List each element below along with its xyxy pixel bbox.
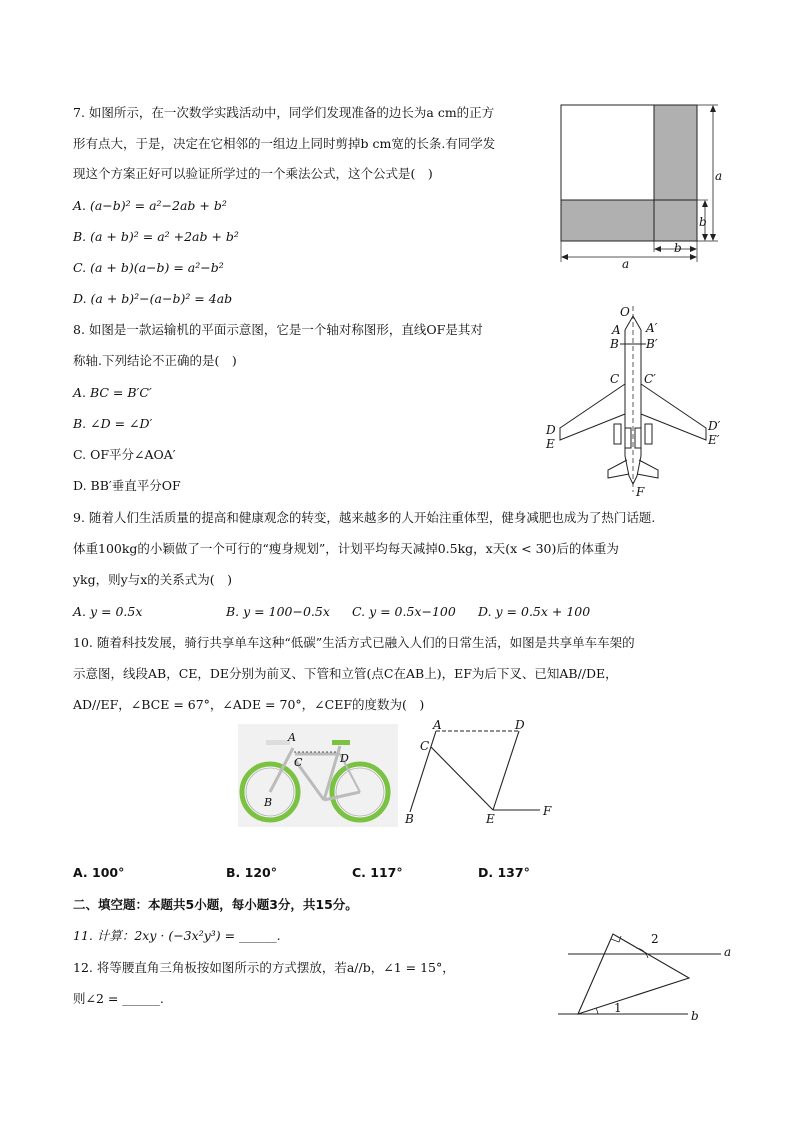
q10-option-c: C. 117° [352,865,403,880]
q8-label-D: D [546,423,556,437]
photo-label-A: A [288,731,296,744]
q9-line-1: 9. 随着人们生活质量的提高和健康观念的转变，越来越多的人开始注重体型，健身减肥也成为了热门话题. [73,510,656,525]
q10-line-2: 示意图，线段AB，CE，DE分别为前叉、下管和立管(点C在AB上)，EF为后下叉、已知AB//DE， [73,666,618,681]
q8-label-D-prime: D′ [708,419,721,433]
q10-option-a: A. 100° [73,865,125,880]
q7-option-a: A. (a−b)² = a²−2ab + b² [73,198,227,213]
q10-line-1: 10. 随着科技发展，骑行共享单车这种“低碳”生活方式已融入人们的日常生活，如图是共享单车车架的 [73,635,635,650]
q9-option-c: C. y = 0.5x−100 [352,604,456,619]
q8-option-a: A. BC = B′C′ [73,385,152,400]
q8-label-A-prime: A′ [646,321,658,335]
q10-label-D: D [515,718,525,732]
photo-label-B: B [264,796,273,809]
bicycle-drawing [238,724,398,827]
q9-option-a: A. y = 0.5x [73,604,143,619]
q10-label-C: C [420,739,430,753]
bicycle-photo [238,724,398,827]
q9-line-3: ykg，则y与x的关系式为( ) [73,572,233,587]
q12-label-angle-2: 2 [651,932,659,946]
q12-line-2: 则∠2 = ______. [73,991,164,1006]
section-2-title: 二、填空题：本题共5小题，每小题3分，共15分。 [73,897,358,912]
q10-line-3: AD//EF，∠BCE = 67°，∠ADE = 70°，∠CEF的度数为( ) [73,697,425,712]
q7-label-a-right: a [715,169,723,183]
q12-label-line-b: b [691,1009,699,1023]
q8-label-C-prime: C′ [644,372,656,386]
q8-line-2: 称轴.下列结论不正确的是( ) [73,353,237,368]
q12-triangle-figure [556,926,736,1026]
q10-label-F: F [543,804,552,818]
q8-label-E: E [546,437,555,451]
q7-option-d: D. (a + b)²−(a−b)² = 4ab [73,291,233,306]
q8-option-c: C. OF平分∠AOA′ [73,447,176,462]
q8-label-A: A [612,323,621,337]
q10-label-E: E [486,812,495,826]
q8-label-E-prime: E′ [708,433,720,447]
q8-line-1: 8. 如图是一款运输机的平面示意图，它是一个轴对称图形，直线OF是其对 [73,322,483,337]
q12-line-1: 12. 将等腰直角三角板按如图所示的方式摆放，若a//b，∠1 = 15°， [73,960,455,975]
q9-line-2: 体重100kg的小颖做了一个可行的“瘦身规划”，计划平均每天减掉0.5kg，x天(x < 30)后的体重为 [73,541,619,556]
q9-option-d: D. y = 0.5x + 100 [478,604,591,619]
q7-label-b-right: b [699,215,707,229]
q7-label-b-bottom: b [674,241,682,255]
q8-label-O: O [620,305,630,319]
q8-label-F: F [636,485,645,499]
q8-label-B-prime: B′ [646,337,658,351]
q12-label-angle-1: 1 [614,1001,622,1015]
q8-option-d: D. BB′垂直平分OF [73,478,181,493]
q7-label-a-bottom: a [622,257,630,271]
q9-option-b: B. y = 100−0.5x [226,604,330,619]
q7-line-1: 7. 如图所示，在一次数学实践活动中，同学们发现准备的边长为a cm的正方 [73,105,495,120]
q10-label-B: B [405,812,414,826]
q8-label-B: B [610,337,619,351]
q8-label-C: C [610,372,620,386]
photo-label-C: C [294,756,303,769]
q7-option-b: B. (a + b)² = a² +2ab + b² [73,229,239,244]
q10-frame-diagram [400,715,560,830]
q8-airplane-figure [540,300,740,500]
q12-label-line-a: a [724,945,732,959]
q10-option-d: D. 137° [478,865,530,880]
q10-option-b: B. 120° [226,865,277,880]
q10-label-A: A [433,718,442,732]
photo-label-D: D [340,752,349,765]
q8-option-b: B. ∠D = ∠D′ [73,416,153,431]
q7-line-2: 形有点大，于是，决定在它相邻的一组边上同时剪掉b cm宽的长条.有同学发 [73,136,496,151]
q7-square-figure [556,100,736,270]
q7-option-c: C. (a + b)(a−b) = a²−b² [73,260,224,275]
q11-text: 11. 计算：2xy · (−3x²y³) = ______. [73,928,281,943]
q7-line-3: 现这个方案正好可以验证所学过的一个乘法公式，这个公式是( ) [73,166,433,181]
